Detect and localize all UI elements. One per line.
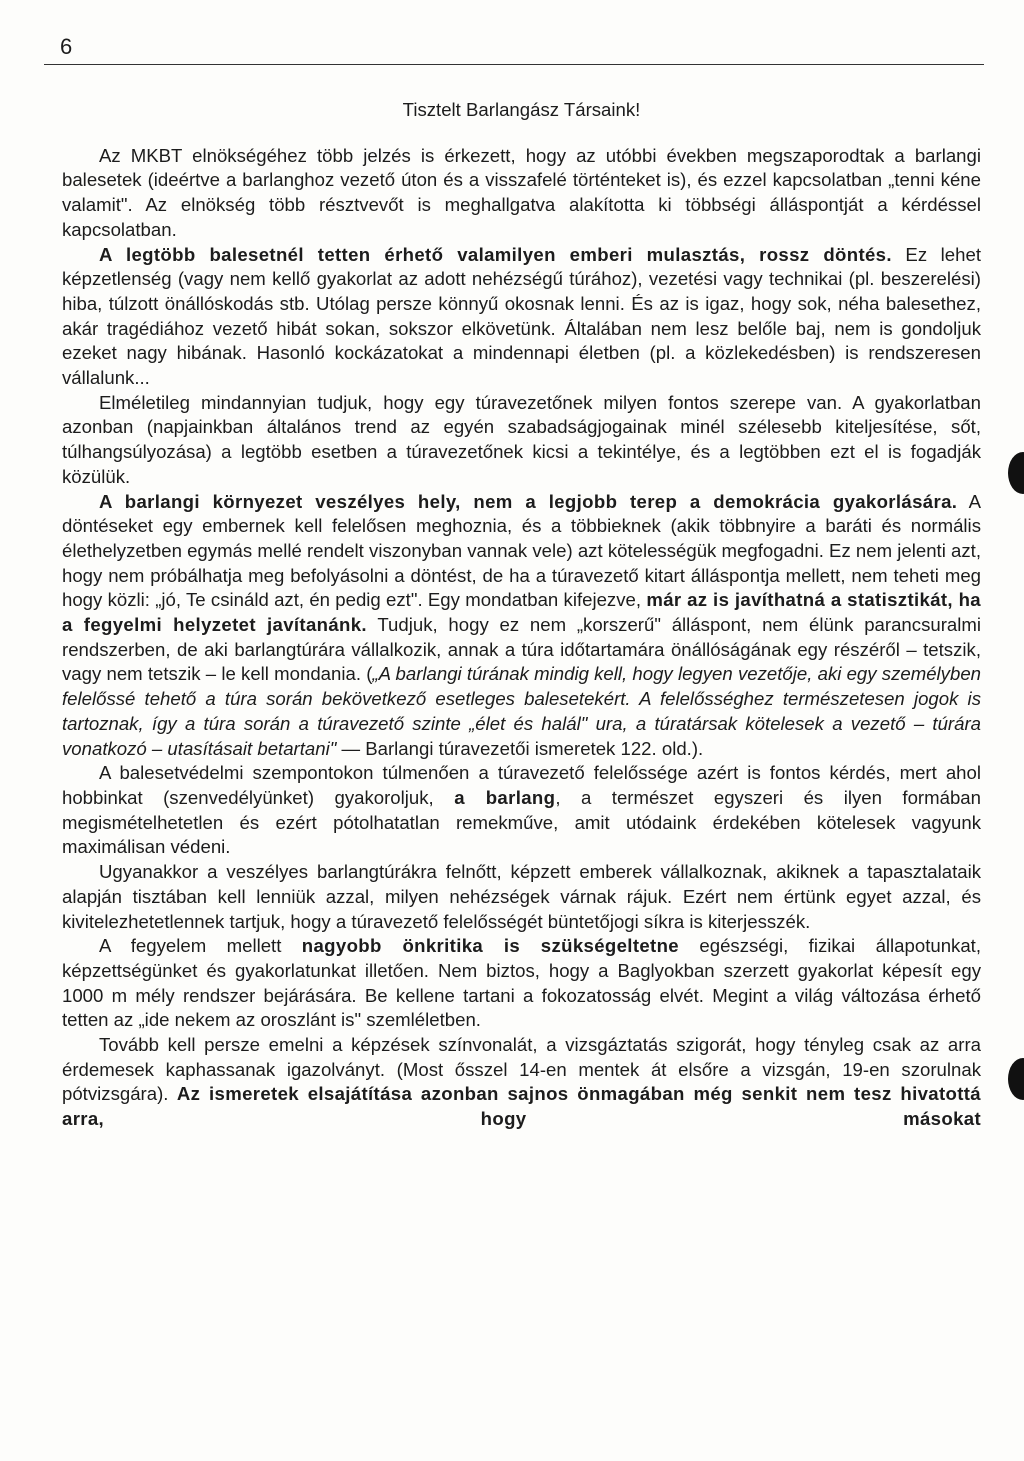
bold-text: A barlangi környezet veszélyes hely, nem a legjobb terep a demokrácia gyakorlására.	[99, 490, 958, 512]
bold-text: A legtöbb balesetnél tetten érhető valamilyen emberi mulasztás, rossz döntés.	[99, 243, 892, 265]
paragraph	[62, 860, 981, 934]
header-rule	[44, 64, 984, 65]
greeting-heading: Tisztelt Barlangász Társaink!	[402, 99, 641, 120]
text-run: Tudjuk, hogy ez nem „korszerű" álláspont, nem élünk parancsuralmi rendszerben, de aki barlangtúrára vállalkozik, annak a túra időtartamára önállóságának egy részéről – tetszik, vagy nem tetszik – le kell mondania. (	[62, 614, 981, 685]
italic-quote: „A barlangi túrának mindig kell, hogy legyen vezetője, aki egy személyben felelőssé tehető a túra során bekövetkező esetleges balesetekért. A felelősséghez természetesen jogok is tartoznak, így a túra során a túravezető szinte „élet és halál" ura, a túratársak kötelesek a vezető – túrára vonatkozó – utasításait betartani"	[62, 663, 981, 759]
text-run: egészségi, fizikai állapotunkat, képzettségünket és gyakorlatunkat illetően. Nem biztos, hogy a Baglyokban szerzett gyakorlat képesít egy 1000 m mély rendszer bejárására. Be kellene tartani a fokozatosság elvét. Megint a világ változása érhető tetten az „ide nekem az oroszlánt is" szemléletben.	[62, 935, 982, 1031]
text-run: , a természet egyszeri és ilyen formában megismételhetetlen és ezért pótolhatatlan remekműve, amit utódaink érdekében kötelesek vagyunk maximálisan védeni.	[62, 786, 981, 858]
text-run: Ugyanakkor a veszélyes barlangtúrákra felnőtt, képzett emberek vállalkoznak, akiknek a tapasztalataik alapján tisztában kell lenniük azzal, milyen nehézségek várnak rájuk. Ezért nem értünk egyet azzal, és kivitelezhetetlennek tartjuk, hogy a túravezető felelősségét büntetőjogi síkra is kiterjesszék.	[62, 861, 981, 932]
paragraph	[62, 1033, 981, 1132]
punch-hole-bottom	[1008, 1058, 1024, 1100]
text-run: Ez lehet képzetlenség (vagy nem kellő gyakorlat az adott nehézségű túrához), vezetési vagy technikai (pl. beszerelési) hiba, túlzott önállóskodás stb. Utólag persze könnyű okosnak lenni. És az is igaz, hogy sok, néha balesethez, akár tragédiához vezető hibát sokan, sokszor elkövetünk. Általában nem lesz belőle baj, nem is gondoljuk ezeket nagy hibának. Hasonló kockázatokat a mindennapi életben (pl. a közlekedésben) is rendszeresen vállalunk...	[62, 243, 981, 389]
text-run: A döntéseket egy embernek kell felelősen meghoznia, és a többieknek (akik többnyire a baráti és normális élethelyzetben egymás mellé rendelt viszonyban vannak vele) azt kötelességük megfogadni. Ez nem jelenti azt, hogy nem próbálhatja meg befolyásolni a döntést, de ha a túravezető kitart álláspontja mellett, nem teheti meg hogy közli: „jó, Te csináld azt, én pedig ezt". Egy mondatban kifejezve,	[62, 490, 981, 611]
page-number: 6	[60, 34, 73, 59]
text-run: Az MKBT elnökségéhez több jelzés is érkezett, hogy az utóbbi években megszaporodtak a barlangi balesetek (ideértve a barlanghoz vezető úton és a visszafelé történteket is), és ezzel kapcsolatban „tenni kéne valamit". Az elnökség több résztvevőt is meghallgatva alakította ki többségi álláspontját a kérdéssel kapcsolatban.	[62, 144, 981, 240]
text-run: Tovább kell persze emelni a képzések színvonalát, a vizsgáztatás szigorát, hogy tényleg csak az arra érdemesek kaphassanak igazolványt. (Most ősszel 14-en mentek át elsőre a vizsgán, 19-en szorulnak pótvizsgára).	[62, 1034, 981, 1105]
bold-text: Az ismeretek elsajátítása azonban sajnos önmagában még senkit nem tesz hivatottá arra, hogy másokat	[62, 1083, 981, 1130]
paragraph	[62, 243, 981, 391]
article-body	[62, 98, 981, 1132]
text-run: A fegyelem mellett	[99, 935, 302, 957]
paragraph	[62, 144, 981, 243]
paragraph	[62, 490, 981, 762]
text-run: Elméletileg mindannyian tudjuk, hogy egy túravezetőnek milyen fontos szerepe van. A gyakorlatban azonban (napjainkban általános trend az egyén szabadságjogainak minél szélesebb kiteljesítése, sőt, túlhangsúlyozása) a legtöbb esetben a túravezetőnek kicsi a tekintélye, és a legtöbben ezt el is fogadják közülük.	[62, 391, 981, 487]
bold-text: a barlang	[454, 786, 556, 808]
paragraphs	[62, 144, 981, 1132]
text-run: — Barlangi túravezetői ismeretek 122. old.).	[336, 737, 704, 759]
punch-hole-top	[1008, 452, 1024, 494]
bold-text: nagyobb önkritika is szükségeltetne	[301, 935, 679, 957]
bold-text: már az is javíthatná a statisztikát, ha a fegyelmi helyzetet javítanánk.	[62, 589, 981, 636]
paragraph	[62, 391, 981, 490]
text-run: A balesetvédelmi szempontokon túlmenően a túravezető felelőssége azért is fontos kérdés, mert ahol hobbinkat (szenvedélyünket) gyakoroljuk,	[62, 762, 981, 808]
paragraph	[62, 934, 981, 1033]
paragraph	[62, 761, 981, 860]
